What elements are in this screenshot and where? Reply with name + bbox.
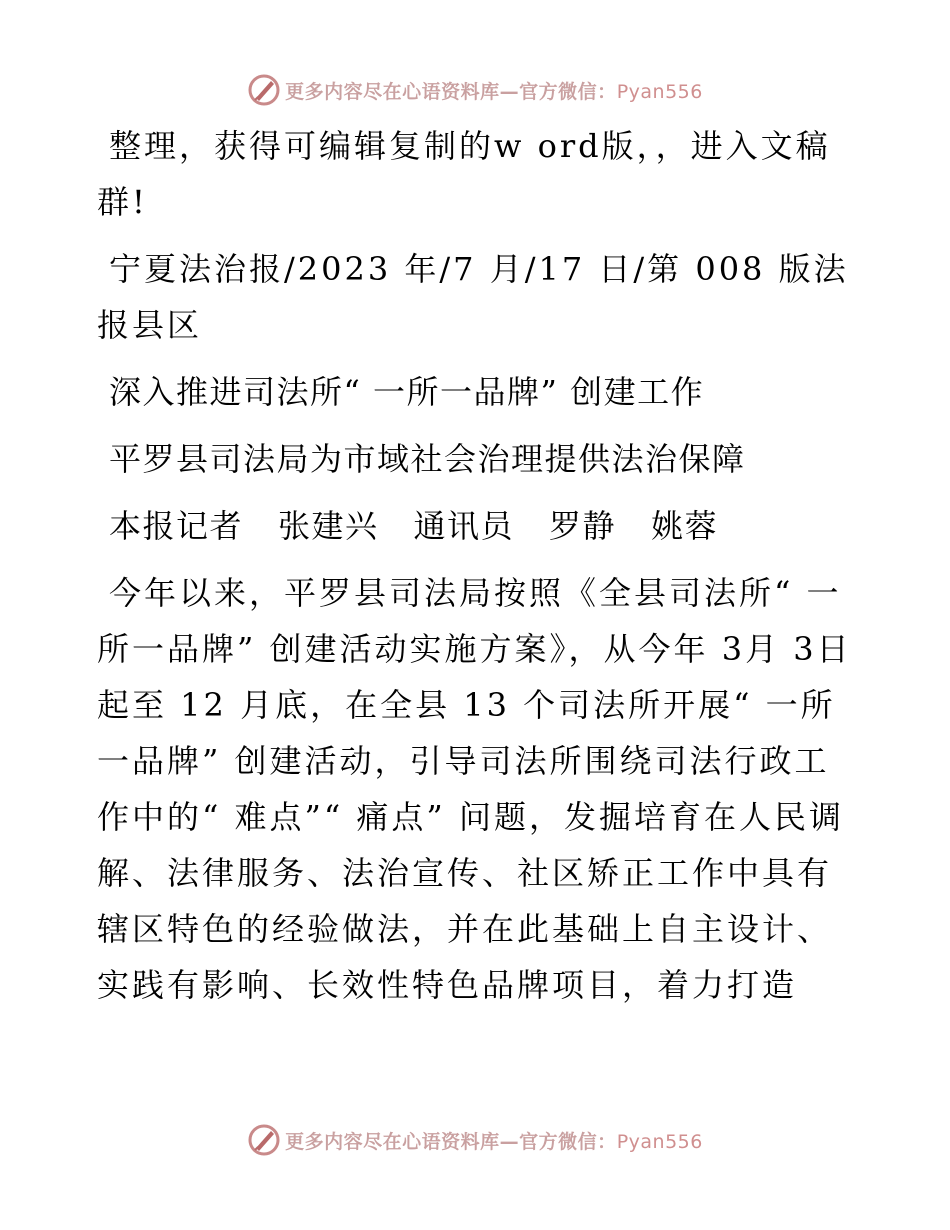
article-headline: 深入推进司法所“ 一所一品牌” 创建工作 bbox=[109, 373, 705, 411]
watermark-separator: — bbox=[499, 1130, 520, 1153]
article-body-paragraph: 今年以来，平罗县司法局按照《全县司法所“ 一所一品牌” 创建活动实施方案》，从今年 3月 3日起至 12 月底，在全县 13 个司法所开展“ 一所一品牌” 创建活动，引导司法所围绕司法行政工作中的“ 难点”“ 痛点” 问题，发掘培育在人民调解、法律服务、法治宣传、社区矫正工作中具有辖区特色的经验做法，并在此基础上自主设计、实践有影响、长效性特色品牌项目，着力打造 bbox=[97, 574, 852, 1004]
quill-logo-icon bbox=[247, 73, 281, 107]
footer-watermark bbox=[0, 1120, 950, 1160]
quill-logo-icon bbox=[247, 1123, 281, 1157]
watermark-brand-text: 更多内容尽在心语资料库 bbox=[285, 1130, 500, 1153]
watermark-official-label: 官方微信： bbox=[519, 1130, 617, 1153]
watermark-brand-text: 更多内容尽在心语资料库 bbox=[285, 80, 500, 103]
watermark-official-label: 官方微信： bbox=[519, 80, 617, 103]
watermark-wechat-id: Pyan556 bbox=[616, 80, 703, 103]
watermark-wechat-id: Pyan556 bbox=[616, 1130, 703, 1153]
intro-paragraph: 整理，获得可编辑复制的w ord版，，进入文稿群! bbox=[97, 127, 831, 221]
article-byline: 本报记者 张建兴 通讯员 罗静 姚蓉 bbox=[109, 507, 719, 545]
document-body bbox=[97, 118, 857, 1024]
source-line: 宁夏法治报/2023 年/7 月/17 日/第 008 版法报县区 bbox=[97, 250, 849, 344]
article-subheadline: 平罗县司法局为市域社会治理提供法治保障 bbox=[109, 440, 746, 478]
watermark-separator: — bbox=[499, 80, 520, 103]
header-watermark bbox=[0, 70, 950, 110]
